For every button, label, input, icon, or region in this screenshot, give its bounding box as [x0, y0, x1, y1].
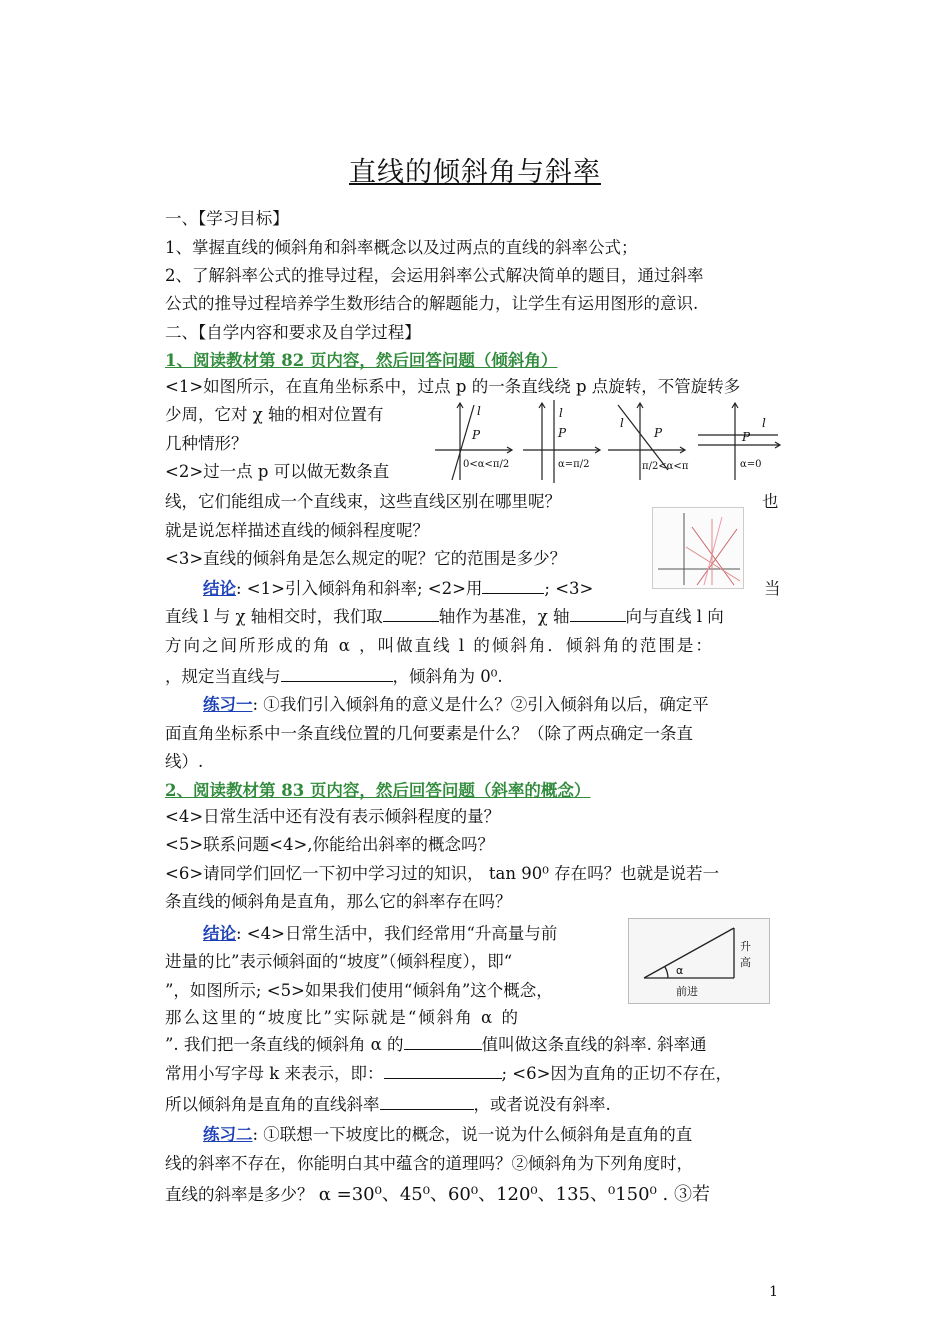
reading-task-1: 1、阅读教材第 82 页内容，然后回答问题（倾斜角） [165, 351, 558, 370]
exercise-1-label: 练习一 [203, 695, 253, 714]
exercise-1-line-2: 面直角坐标系中一条直线位置的几何要素是什么？（除了两点确定一条直 [165, 724, 693, 743]
conclusion-label: 结论 [203, 924, 236, 943]
exercise-2-line-1: 练习二: ①联想一下坡度比的概念，说一说为什么倾斜角是直角的直 [203, 1125, 693, 1144]
definition-line-1: 结论: <4>日常生活中，我们经常用“升高量与前 [203, 924, 558, 943]
case-2-label: α=π/2 [558, 459, 590, 470]
goal-2a: 2、了解斜率公式的推导过程，会运用斜率公式解决简单的题目，通过斜率 [165, 266, 704, 285]
fig-label-p: P [654, 426, 663, 440]
conclusion-line-4: ，规定当直线与 ，倾斜角为 0⁰. [165, 667, 503, 686]
definition-line-6: 常用小写字母 k 来表示，即： ; <6>因为直角的正切不存在， [165, 1064, 732, 1083]
goal-2b: 公式的推导过程培养学生数形结合的解题能力，让学生有运用图形的意识. [165, 294, 699, 313]
fig-run: 前进 [676, 985, 698, 998]
exercise-1-line-3: 线）. [165, 752, 204, 771]
question-2c: 就是说怎样描述直线的倾斜程度呢？ [165, 521, 429, 540]
definition-line-2: 进量的比”表示倾斜面的“坡度”（倾斜程度），即“ [165, 952, 513, 971]
exercise-2-line-2: 线的斜率不存在，你能明白其中蕴含的道理吗？②倾斜角为下列角度时， [165, 1154, 693, 1173]
reading-task-2: 2、阅读教材第 83 页内容，然后回答问题（斜率的概念） [165, 781, 591, 800]
line-bundle-figure [652, 507, 744, 589]
definition-line-5: ”. 我们把一条直线的倾斜角 α 的 值叫做这条直线的斜率. 斜率通 [165, 1035, 707, 1054]
fig-alpha: α [676, 964, 684, 977]
question-3: <3>直线的倾斜角是怎么规定的呢？它的范围是多少？ [165, 549, 567, 568]
conclusion-line-3: 方向之间所形成的角 α ，叫做直线 l 的倾斜角．倾斜角的范围是： [165, 636, 714, 655]
fig-rise-2: 高 [740, 956, 751, 969]
case-1-label: 0<α<π/2 [463, 459, 510, 470]
page-title: 直线的倾斜角与斜率 [349, 157, 601, 188]
inclination-cases-figure [430, 395, 785, 487]
exercise-1-line-1: 练习一: ①我们引入倾斜角的意义是什么？②引入倾斜角以后，确定平 [203, 695, 709, 714]
question-5: <5>联系问题<4>,你能给出斜率的概念吗？ [165, 835, 495, 854]
fig-label-l: l [620, 416, 624, 430]
conclusion-label: 结论 [203, 579, 236, 598]
question-2a: <2>过一点 p 可以做无数条直 [165, 462, 390, 481]
exercise-2-line-3: 直线的斜率是多少？ α =30⁰、45⁰、60⁰、120⁰、135、⁰150⁰ . ③若 [165, 1184, 710, 1205]
definition-line-7: 所以倾斜角是直角的直线斜率 ，或者说没有斜率. [165, 1095, 611, 1114]
question-6a: <6>请同学们回忆一下初中学习过的知识， tan 90⁰ 存在吗？也就是说若一 [165, 864, 720, 883]
fig-rise: 升 [740, 940, 751, 953]
page-number: 1 [769, 1284, 778, 1300]
question-1c: 几种情形？ [165, 434, 248, 453]
section-heading: 一、【学习目标】 [165, 209, 289, 228]
case-3-label: π/2<α<π [642, 461, 689, 472]
section-heading: 二、【自学内容和要求及自学过程】 [165, 323, 421, 342]
question-6b: 条直线的倾斜角是直角，那么它的斜率存在吗？ [165, 892, 512, 911]
slope-triangle-figure [628, 918, 770, 1004]
definition-line-3: ”，如图所示; <5>如果我们使用“倾斜角”这个概念， [165, 981, 553, 1000]
question-1a: <1>如图所示，在直角坐标系中，过点 p 的一条直线绕 p 点旋转，不管旋转多 [165, 377, 741, 396]
exercise-2-label: 练习二 [203, 1125, 253, 1144]
conclusion-line-1: 结论: <1>引入倾斜角和斜率; <2>用 ; <3> [203, 579, 594, 598]
question-4: <4>日常生活中还有没有表示倾斜程度的量？ [165, 807, 501, 826]
fig-label-l: l [477, 404, 481, 418]
conclusion-line-2: 直线 l 与 χ 轴相交时，我们取 轴作为基准，χ 轴 向与直线 l 向 [165, 607, 724, 626]
fig-label-l: l [762, 416, 766, 430]
definition-line-4: 那么这里的“坡度比”实际就是“倾斜角 α 的 [165, 1008, 520, 1027]
fig-label-l: l [559, 406, 563, 420]
question-2b: 线，它们能组成一个直线束，这些直线区别在哪里呢？ [165, 492, 561, 511]
fig-label-p: P [742, 430, 751, 444]
case-4-label: α=0 [740, 459, 762, 470]
fig-label-p: P [472, 428, 481, 442]
question-1b: 少周，它对 χ 轴的相对位置有 [165, 405, 384, 424]
goal-1: 1、掌握直线的倾斜角和斜率概念以及过两点的直线的斜率公式； [165, 238, 638, 257]
question-2b-end: 也 [762, 492, 779, 511]
conclusion-line-1-end: 当 [764, 579, 781, 598]
fig-label-p: P [558, 426, 567, 440]
